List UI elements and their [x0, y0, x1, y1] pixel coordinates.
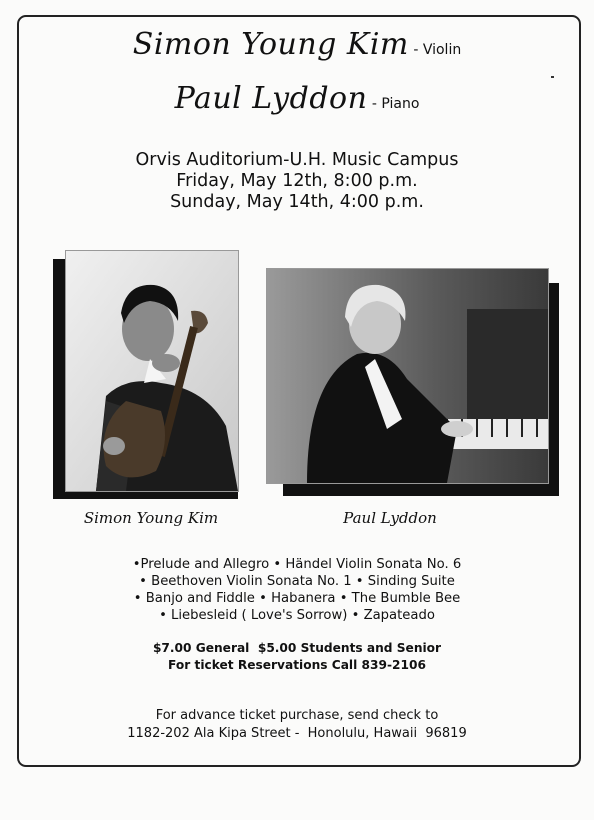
performer-1-instrument: - Violin	[413, 42, 462, 58]
advance-line-2: 1182-202 Ala Kipa Street - Honolulu, Hawaii 96819	[127, 726, 467, 741]
violinist-illustration	[66, 251, 238, 491]
venue-location: Orvis Auditorium-U.H. Music Campus	[135, 150, 459, 170]
performer-2-heading	[0, 81, 594, 116]
venue-date-1: Friday, May 12th, 8:00 p.m.	[176, 171, 418, 191]
violinist-photo	[65, 250, 239, 492]
venue-date-2: Sunday, May 14th, 4:00 p.m.	[170, 192, 424, 212]
performer-2-name: Paul Lyddon	[174, 81, 368, 116]
advance-line-1: For advance ticket purchase, send check to	[155, 708, 439, 723]
program-list	[0, 556, 594, 624]
venue-block	[0, 150, 594, 213]
ticket-prices: $7.00 General $5.00 Students and Senior	[152, 641, 442, 655]
ticket-info	[0, 640, 594, 674]
ticket-reservations: For ticket Reservations Call 839-2106	[168, 658, 426, 672]
pianist-caption: Paul Lyddon	[343, 509, 437, 527]
advance-purchase	[0, 707, 594, 743]
violinist-caption: Simon Young Kim	[83, 509, 219, 527]
performer-1-name: Simon Young Kim	[132, 27, 409, 62]
program-line-2: • Beethoven Violin Sonata No. 1 • Sinding Suite	[139, 574, 455, 589]
print-speck	[551, 76, 554, 78]
pianist-illustration	[267, 269, 548, 483]
program-line-3: • Banjo and Fiddle • Habanera • The Bumble Bee	[133, 591, 461, 606]
performer-2-instrument: - Piano	[371, 96, 420, 112]
program-line-1: •Prelude and Allegro • Händel Violin Sonata No. 6	[132, 557, 462, 572]
pianist-photo	[266, 268, 549, 484]
program-line-4: • Liebesleid ( Love's Sorrow) • Zapateado	[159, 608, 435, 623]
performer-1-heading	[0, 27, 594, 62]
